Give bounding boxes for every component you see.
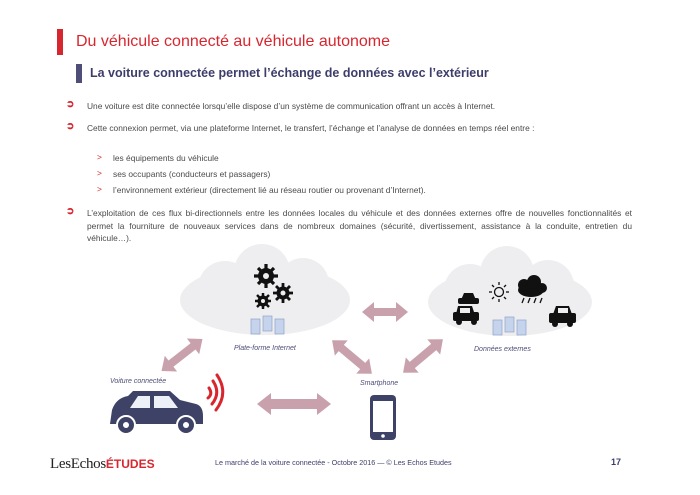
external-servers-icon [493, 317, 526, 335]
bullet-arrow-icon: ➲ [66, 99, 75, 110]
subitem-3: l’environnement extérieur (directement lié au réseau routier ou provenant d’Internet). [113, 185, 426, 195]
footer-text: Le marché de la voiture connectée - Octobre 2016 — © Les Echos Etudes [215, 458, 452, 467]
smartphone-label: Smartphone [360, 380, 399, 387]
bullet-text-1: Une voiture est dite connectée lorsqu’elle dispose d’un système de communication offrant un accès à Internet. [87, 101, 496, 111]
arrow-external-phone [397, 332, 450, 381]
wifi-signal-icon [208, 375, 223, 410]
subitem-2: ses occupants (conducteurs et passagers) [113, 169, 271, 179]
section-subtitle: La voiture connectée permet l’échange de données avec l’extérieur [90, 66, 489, 80]
arrow-car-phone [257, 393, 331, 415]
logo-main: LesEchos [50, 456, 106, 472]
arrow-car-platform [155, 331, 208, 379]
subitem-1: les équipements du véhicule [113, 153, 219, 163]
arrow-platform-external [362, 302, 408, 322]
subitem-marker: > [97, 184, 102, 194]
logo-accent: ÉTUDES [105, 457, 155, 471]
arrow-platform-phone [326, 333, 379, 382]
page-number: 17 [611, 457, 622, 467]
connected-car-label: Voiture connectée [110, 378, 167, 385]
subitem-marker: > [97, 168, 102, 178]
bullet-arrow-icon: ➲ [66, 206, 75, 217]
bullet-arrow-icon: ➲ [66, 121, 75, 132]
les-echos-etudes-logo [50, 455, 155, 473]
platform-servers-icon [251, 316, 284, 334]
connected-car-icon [110, 391, 203, 434]
page-title: Du véhicule connecté au véhicule autonome [76, 33, 390, 50]
smartphone-icon [370, 395, 396, 440]
subitem-marker: > [97, 152, 102, 162]
external-data-label: Données externes [474, 346, 531, 353]
bullet-text-3: L’exploitation de ces flux bi-directionnels entre les données locales du véhicule et des données externes offre de nouvelles fonctionnalités et permet la fourniture de nouveaux services dans de nombreux domaines (sécurité, divertissement, assistance à la conduite, entretien du véhicule…). [87, 208, 632, 243]
platform-label: Plate-forme Internet [234, 345, 296, 352]
bullet-text-2: Cette connexion permet, via une plateforme Internet, le transfert, l’échange et l’analyse de données en temps réel entre : [87, 123, 535, 133]
